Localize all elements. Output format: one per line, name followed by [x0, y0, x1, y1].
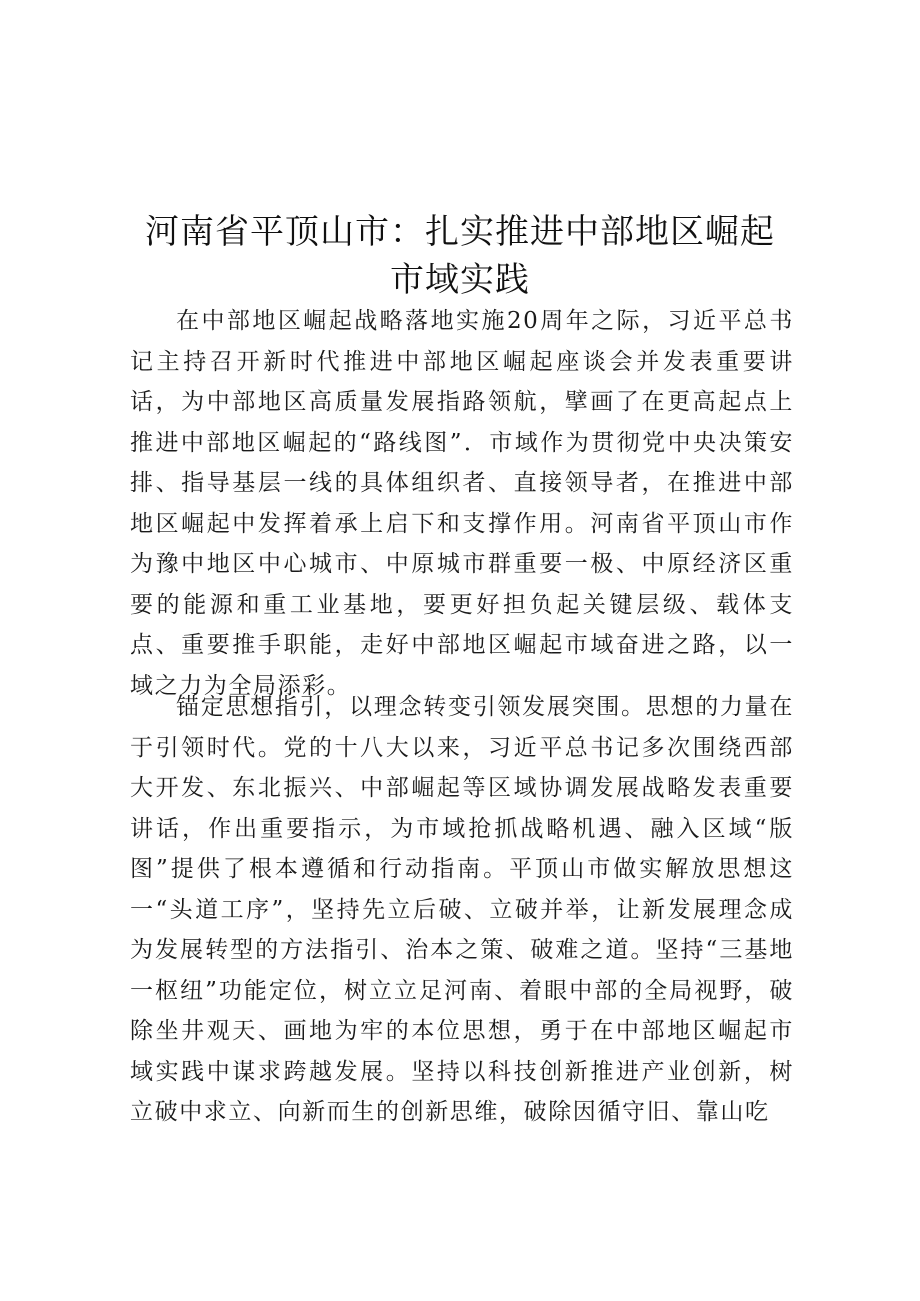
body-paragraph: 锚定思想指引，以理念转变引领发展突围。思想的力量在于引领时代。党的十八大以来，习近平总书记多次围绕西部大开发、东北振兴、中部崛起等区域协调发展战略发表重要讲话，作出重要指示，为市域抢抓战略机遇、融入区域“版图”提供了根本遵循和行动指南。平顶山市做实解放思想这一“头道工序”，坚持先立后破、立破并举，让新发展理念成为发展转型的方法指引、治本之策、破难之道。坚持“三基地一枢纽”功能定位，树立立足河南、着眼中部的全局视野，破除坐井观天、画地为牢的本位思想，勇于在中部地区崛起市域实践中谋求跨越发展。坚持以科技创新推进产业创新，树立破中求立、向新而生的创新思维，破除因循守旧、靠山吃: [130, 694, 794, 1125]
body-paragraph: 在中部地区崛起战略落地实施20周年之际，习近平总书记主持召开新时代推进中部地区崛起座谈会并发表重要讲话，为中部地区高质量发展指路领航，擘画了在更高起点上推进中部地区崛起的“路线图”．市域作为贯彻党中央决策安排、指导基层一线的具体组织者、直接领导者，在推进中部地区崛起中发挥着承上启下和支撑作用。河南省平顶山市作为豫中地区中心城市、中原城市群重要一极、中原经济区重要的能源和重工业基地，要更好担负起关键层级、载体支点、重要推手职能，走好中部地区崛起市域奋进之路，以一域之力为全局添彩。: [130, 308, 794, 699]
document-title: 河南省平顶山市：扎实推进中部地区崛起市域实践: [145, 212, 775, 300]
